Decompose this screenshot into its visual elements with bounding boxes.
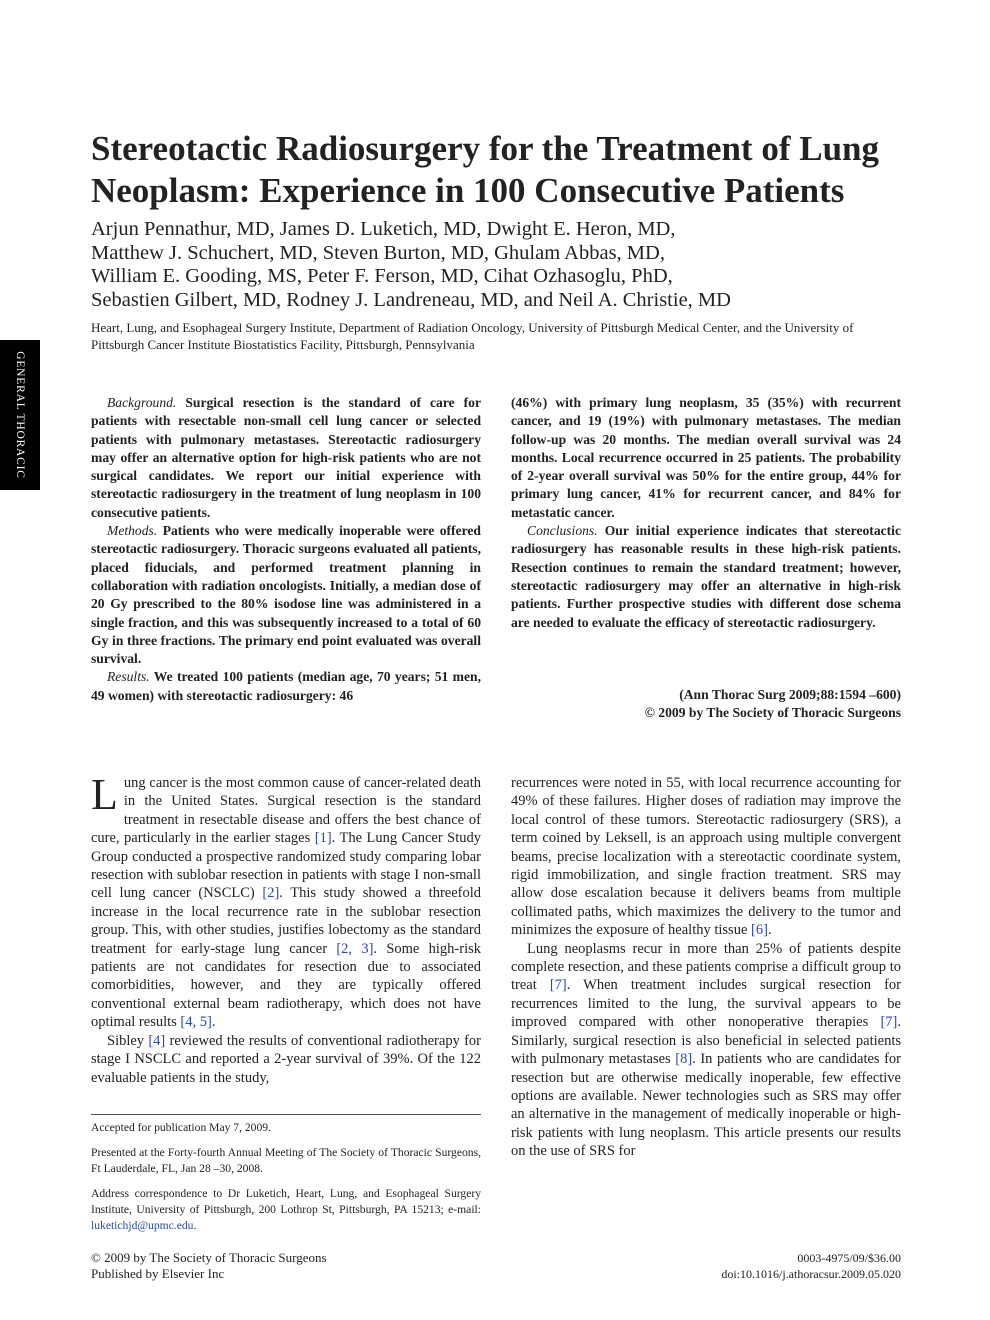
abstract-right-column xyxy=(511,394,901,632)
section-side-tab xyxy=(0,340,40,490)
body-text: . The Lung Cancer Study Group conducted a prospective randomized study comparing lobar resection with sublobar resection in patients with stage I non-small cell lung cancer (NSCLC) xyxy=(91,830,481,902)
body-paragraph xyxy=(91,1032,481,1087)
author-line: Sebastien Gilbert, MD, Rodney J. Landreneau, MD, and Neil A. Christie, MD xyxy=(91,288,731,311)
author-list xyxy=(91,218,911,312)
reference-link[interactable]: [7] xyxy=(880,1014,898,1031)
abstract-results xyxy=(91,668,481,705)
abstract-methods-text: Patients who were medically inoperable were offered stereotactic radiosurgery. Thoracic surgeons evaluated all patients, placed fiducials, and performed treatment planning in collaboration with radiation oncologists. Initially, a median dose of 20 Gy prescribed to the 80% isodose line was administered in a single fraction, and this was subsequently increased to a total of 60 Gy in three fractions. The primary end point evaluated was overall survival. xyxy=(91,523,481,667)
abstract-conclusions-label: Conclusions. xyxy=(527,523,598,539)
footer-issn: 0003-4975/09/$36.00 xyxy=(797,1251,901,1265)
abstract-results-continued: (46%) with primary lung neoplasm, 35 (35%) with recurrent cancer, and 19 (19%) with pulmonary metastases. The median follow-up was 20 months. The median overall survival was 24 months. Local recurrence occurred in 25 patients. The probability of 2-year overall survival was 50% for the entire group, 44% for primary lung cancer, 41% for recurrent cancer, and 84% for metastatic cancer. xyxy=(511,395,901,520)
body-paragraph xyxy=(511,940,901,1161)
footnote-divider xyxy=(91,1114,481,1115)
body-text: . Some high-risk patients are not candidates for resection due to associated comorbidities, however, and they are typically offered conventional external beam radiotherapy, which does not have optimal results xyxy=(91,940,481,1031)
body-text: . xyxy=(211,1014,216,1031)
body-text: . xyxy=(767,922,772,939)
body-paragraph xyxy=(91,770,481,1032)
footer-right xyxy=(721,1250,901,1282)
body-left-column xyxy=(91,770,481,1087)
footnote-accepted: Accepted for publication May 7, 2009. xyxy=(91,1121,271,1134)
footnote-address-text: Address correspondence to Dr Luketich, Heart, Lung, and Esophageal Surgery Institute, University of Pittsburgh, 200 Lothrop St, Pittsburgh, PA 15213; e-mail: xyxy=(91,1187,481,1216)
reference-link[interactable]: [4, 5] xyxy=(180,1014,212,1031)
footnote-presented: Presented at the Forty-fourth Annual Meeting of The Society of Thoracic Surgeons, Ft Lauderdale, FL, Jan 28 –30, 2008. xyxy=(91,1146,481,1175)
citation-copyright: © 2009 by The Society of Thoracic Surgeons xyxy=(644,705,901,721)
affiliation: Heart, Lung, and Esophageal Surgery Institute, Department of Radiation Oncology, University of Pittsburgh Medical Center, and the University of Pittsburgh Cancer Institute Biostatistics Facility, Pittsburgh, Pennsylvania xyxy=(91,320,854,352)
citation-reference: (Ann Thorac Surg 2009;88:1594 –600) xyxy=(679,687,901,702)
reference-link[interactable]: [6] xyxy=(751,922,768,939)
footnote-address-end: . xyxy=(193,1219,197,1232)
section-side-tab-label: GENERAL THORACIC xyxy=(14,351,26,479)
footnotes xyxy=(91,1120,481,1243)
journal-citation xyxy=(511,686,901,723)
reference-link[interactable]: [8] xyxy=(675,1051,693,1068)
body-text: ung cancer is the most common cause of cancer-related death in the United States. Surgical resection is the standard treatment in resectable disease and offers the best chance of cure, particularly in the earlier stages xyxy=(91,775,481,847)
drop-cap: L xyxy=(91,770,118,819)
abstract-conclusions xyxy=(511,522,901,632)
abstract-left-column xyxy=(91,394,481,705)
footer-doi: doi:10.1016/j.athoracsur.2009.05.020 xyxy=(721,1267,901,1281)
abstract-methods-label: Methods. xyxy=(107,523,158,539)
abstract-conclusions-text: Our initial experience indicates that stereotactic radiosurgery has reasonable results in these high-risk patients. Resection continues to remain the standard treatment; however, stereotactic radiosurgery may offer an alternative in high-risk patients. Further prospective studies with different dose schema are needed to evaluate the efficacy of stereotactic radiosurgery. xyxy=(511,523,901,630)
reference-link[interactable]: [1] xyxy=(314,830,332,847)
author-line: William E. Gooding, MS, Peter F. Ferson, MD, Cihat Ozhasoglu, PhD, xyxy=(91,265,673,287)
abstract-methods xyxy=(91,522,481,668)
abstract-background-text: Surgical resection is the standard of care for patients with resectable non-small cell lung cancer or selected patients with pulmonary metastases. Stereotactic radiosurgery may offer an alternative option for high-risk patients who are not surgical candidates. We report our initial experience with stereotactic radiosurgery in the treatment of lung neoplasm in 100 consecutive patients. xyxy=(91,395,481,520)
body-text: . When treatment includes surgical resection for recurrences limited to the lung, the survival appears to be improved compared with other nonoperative therapies xyxy=(511,977,901,1031)
article-title: Stereotactic Radiosurgery for the Treatment of Lung Neoplasm: Experience in 100 Consecutive Patients xyxy=(91,129,880,210)
email-link[interactable]: luketichjd@upmc.edu xyxy=(91,1219,194,1232)
body-text: recurrences were noted in 55, with local recurrence accounting for 49% of these failures. Higher doses of radiation may improve the local control of these tumors. Stereotactic radiosurgery (SRS), a term coined by Leksell, is an approach using multiple convergent beams, precise localization with a stereotactic coordinate system, rigid immobilization, and single fraction treatment. SRS may allow dose escalation because it delivers beams from multiple collimated paths, which maximizes the delivery to the tumor and minimizes the exposure of healthy tissue xyxy=(511,775,901,939)
footnote-address xyxy=(91,1186,481,1234)
body-paragraph xyxy=(511,774,901,940)
reference-link[interactable]: [7] xyxy=(549,977,567,994)
footer-publisher: Published by Elsevier Inc xyxy=(91,1266,225,1281)
body-text: reviewed the results of conventional radiotherapy for stage I NSCLC and reported a 2-year survival of 39%. Of the 122 evaluable patients in the study, xyxy=(91,1032,481,1086)
body-text: . Similarly, surgical resection is also beneficial in selected patients with pulmonary metastases xyxy=(511,1014,901,1068)
reference-link[interactable]: [2, 3] xyxy=(336,940,374,957)
body-right-column xyxy=(511,774,901,1161)
body-text: . In patients who are candidates for resection but are otherwise medically inoperable, few effective options are available. Newer technologies such as SRS may offer an alternative in the management of medically inoperable or high-risk patients with lung neoplasm. This article presents our results on the use of SRS for xyxy=(511,1051,902,1160)
footer-copyright: © 2009 by The Society of Thoracic Surgeons xyxy=(91,1250,327,1265)
author-line: Arjun Pennathur, MD, James D. Luketich, MD, Dwight E. Heron, MD, xyxy=(91,218,676,240)
abstract-results-text: We treated 100 patients (median age, 70 years; 51 men, 49 women) with stereotactic radiosurgery: 46 xyxy=(91,669,481,703)
reference-link[interactable]: [4] xyxy=(148,1032,166,1049)
reference-link[interactable]: [2] xyxy=(262,885,280,902)
footer-left xyxy=(91,1250,327,1282)
abstract-background xyxy=(91,394,481,522)
abstract-results-label: Results. xyxy=(107,669,150,685)
body-text: Lung neoplasms recur in more than 25% of patients despite complete resection, and these patients comprise a difficult group to treat xyxy=(511,940,901,994)
body-text: . This study showed a threefold increase in the local recurrence rate in the sublobar resection group. This, with other studies, justifies lobectomy as the standard treatment for early-stage lung cancer xyxy=(91,885,481,957)
body-text: Sibley xyxy=(107,1032,149,1049)
abstract-background-label: Background. xyxy=(107,395,177,410)
author-line: Matthew J. Schuchert, MD, Steven Burton, MD, Ghulam Abbas, MD, xyxy=(91,241,665,264)
